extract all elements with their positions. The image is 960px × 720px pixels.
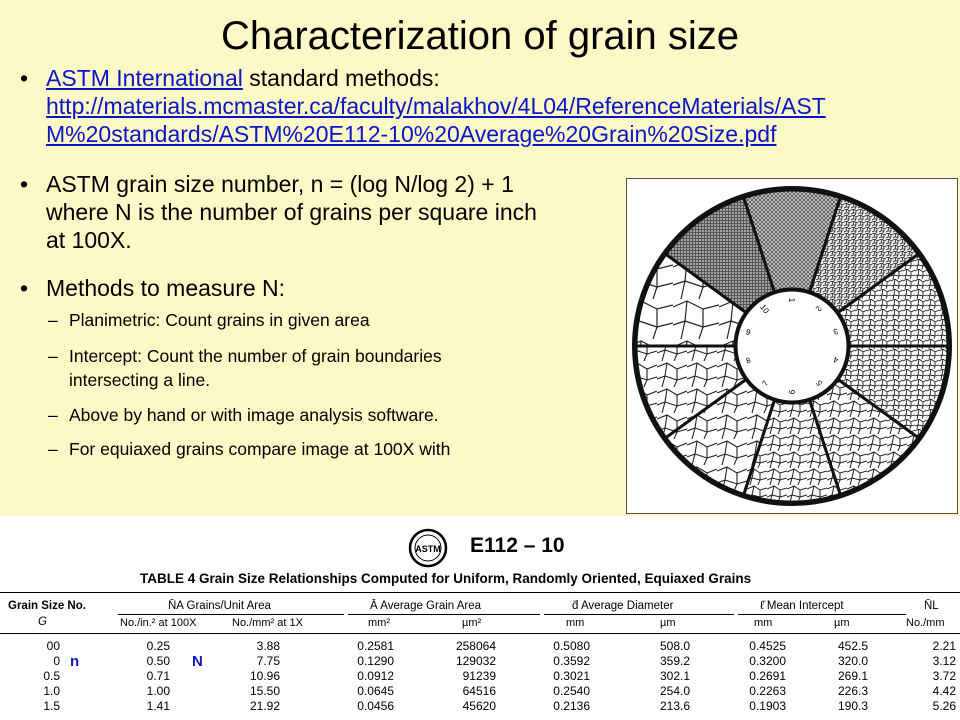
standard-methods-text: standard methods: xyxy=(242,65,440,91)
table-cell: 213.6 xyxy=(659,699,690,713)
table-cell: 15.50 xyxy=(249,684,280,698)
table-subheader: µm xyxy=(834,617,850,629)
table-cell: 452.5 xyxy=(837,639,868,653)
table-cell: 0.2136 xyxy=(553,699,590,713)
table-cell: 1.5 xyxy=(43,699,60,713)
table-cell: 0.50 xyxy=(146,654,170,668)
table-cell: 0.71 xyxy=(146,669,170,683)
disk-number-label: 4 xyxy=(832,354,840,365)
header-grain-size-no: Grain Size No. xyxy=(8,600,86,612)
methods-heading: Methods to measure N: xyxy=(46,275,286,301)
table-subheader: No./mm² at 1X xyxy=(232,617,303,629)
table-cell: 226.3 xyxy=(837,684,868,698)
table-cell: 302.1 xyxy=(659,669,690,683)
table-cell: 359.2 xyxy=(659,654,690,668)
bullet-dot: • xyxy=(20,171,29,197)
table-cell: 0.2691 xyxy=(749,669,786,683)
table-cell: 0 xyxy=(53,654,60,668)
table-cell: 0.0645 xyxy=(357,684,394,698)
table-cell: 91239 xyxy=(462,669,496,683)
table-cell: 3.88 xyxy=(256,639,280,653)
astm-international-link[interactable]: ASTM International xyxy=(46,65,243,91)
header-nl: N̄L xyxy=(924,600,939,612)
disk-center-ring xyxy=(736,290,848,402)
header-g: G xyxy=(38,616,47,628)
table-subheader: mm² xyxy=(368,617,390,629)
header-aa: Ā Average Grain Area xyxy=(370,600,482,612)
formula-line-1: ASTM grain size number, n = (log N/log 2) + 1 xyxy=(46,171,514,197)
bullet-dot: • xyxy=(20,275,29,301)
annotation-n: n xyxy=(70,653,80,670)
table-cell: 21.92 xyxy=(249,699,280,713)
slide-title: Characterization of grain size xyxy=(220,14,740,58)
table-top-rule xyxy=(0,592,960,593)
table-cell: 0.0912 xyxy=(357,669,394,683)
table-cell: 0.5 xyxy=(43,669,60,683)
astm-e112-table-image xyxy=(0,516,960,720)
header-na: N̄A Grains/Unit Area xyxy=(168,600,271,612)
table-cell: 320.0 xyxy=(837,654,868,668)
table-subheader: µm xyxy=(660,617,676,629)
table-cell: 0.1903 xyxy=(749,699,786,713)
table-cell: 3.72 xyxy=(932,669,956,683)
table-header-rule xyxy=(0,633,960,634)
disk-number-label: 10 xyxy=(758,302,771,316)
formula-line-2: where N is the number of grains per square inch xyxy=(46,199,537,225)
disk-number-label: 9 xyxy=(744,327,752,338)
table-cell: 1.00 xyxy=(146,684,170,698)
table-cell: 0.5080 xyxy=(553,639,590,653)
table-cell: 0.4525 xyxy=(749,639,786,653)
table-cell: 0.2581 xyxy=(357,639,394,653)
disk-number-label: 6 xyxy=(788,389,797,395)
table-cell: 0.3021 xyxy=(553,669,590,683)
table-cell: 10.96 xyxy=(249,669,280,683)
disk-number-label: 3 xyxy=(832,326,840,337)
table-cell: 269.1 xyxy=(837,669,868,683)
table-subheader: µm² xyxy=(462,617,482,629)
table-subheader: mm xyxy=(566,617,585,629)
table-cell: 4.42 xyxy=(932,684,956,698)
table-cell: 5.26 xyxy=(932,699,956,713)
annotation-N: N xyxy=(192,653,203,670)
table-cell: 3.12 xyxy=(932,654,956,668)
table-subheader: mm xyxy=(754,617,773,629)
table-cell: 0.3200 xyxy=(749,654,786,668)
table-cell: 1.0 xyxy=(43,684,60,698)
disk-number-label: 1 xyxy=(787,297,796,303)
table-cell: 0.2540 xyxy=(553,684,590,698)
table-caption: TABLE 4 Grain Size Relationships Computed for Uniform, Randomly Oriented, Equiaxed Grains xyxy=(140,571,752,586)
standard-code: E112 – 10 xyxy=(470,534,565,557)
table-subheader: No./in.² at 100X xyxy=(120,617,197,629)
bullet-dot: • xyxy=(20,65,29,91)
table-subheader: No./mm xyxy=(906,617,945,629)
table-cell: 1.41 xyxy=(146,699,170,713)
table-cell: 64516 xyxy=(462,684,496,698)
table-cell: 508.0 xyxy=(659,639,690,653)
table-cell: 0.3592 xyxy=(553,654,590,668)
table-cell: 45620 xyxy=(462,699,496,713)
header-ll: ℓ̄ Mean Intercept xyxy=(760,600,844,612)
astm-url-link-line-1[interactable]: http://materials.mcmaster.ca/faculty/malakhov/4L04/ReferenceMaterials/AST xyxy=(46,93,826,119)
formula-line-3: at 100X. xyxy=(46,227,132,253)
table-cell: 7.75 xyxy=(256,654,280,668)
svg-text:ASTM: ASTM xyxy=(415,544,441,554)
table-cell: 258064 xyxy=(455,639,496,653)
table-cell: 254.0 xyxy=(659,684,690,698)
grain-size-comparison-disk-image xyxy=(626,178,958,514)
header-dd: d̄ Average Diameter xyxy=(572,600,674,612)
disk-number-label: 7 xyxy=(760,379,771,388)
table-cell: 0.25 xyxy=(146,639,170,653)
disk-number-label: 2 xyxy=(813,304,824,313)
table-cell: 0.1290 xyxy=(357,654,394,668)
astm-logo xyxy=(408,528,448,568)
table-cell: 0.2263 xyxy=(749,684,786,698)
table-cell: 0.0456 xyxy=(357,699,394,713)
table-cell: 00 xyxy=(46,639,60,653)
disk-number-label: 5 xyxy=(814,378,825,388)
grain-disk-figure xyxy=(627,179,957,513)
astm-url-link-line-2[interactable]: M%20standards/ASTM%20E112-10%20Average%20Grain%20Size.pdf xyxy=(46,121,777,147)
disk-number-label: 8 xyxy=(744,355,752,366)
table-cell: 129032 xyxy=(455,654,496,668)
table-cell: 190.3 xyxy=(837,699,868,713)
table-cell: 2.21 xyxy=(932,639,956,653)
